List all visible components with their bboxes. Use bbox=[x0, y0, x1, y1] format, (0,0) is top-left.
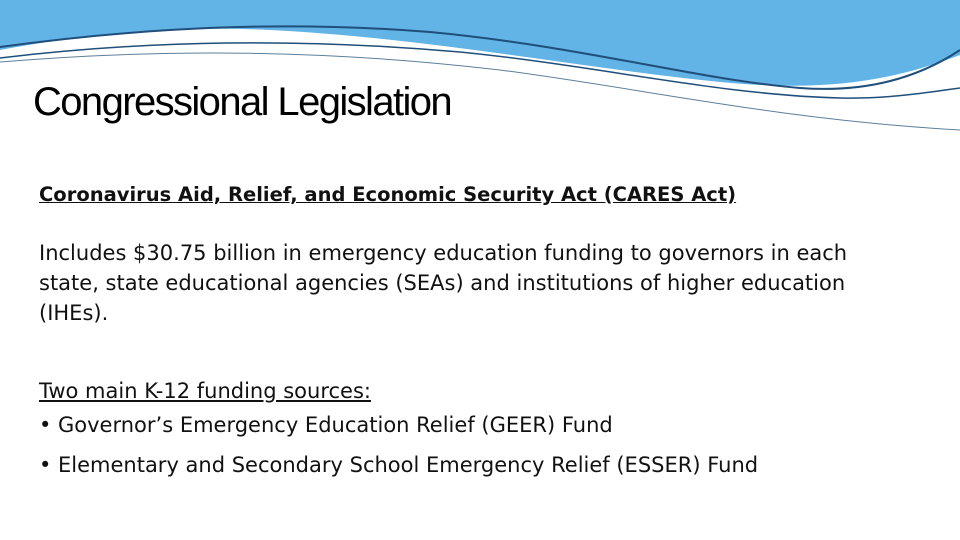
light-blue-wave bbox=[0, 0, 960, 86]
funding-sources-list bbox=[39, 410, 919, 480]
list-item bbox=[39, 410, 919, 440]
bullet-icon: • bbox=[39, 453, 52, 477]
slide-title: Congressional Legislation bbox=[33, 80, 452, 124]
act-heading: Coronavirus Aid, Relief, and Economic Security Act (CARES Act) bbox=[39, 183, 737, 206]
funding-sources-heading: Two main K-12 funding sources: bbox=[39, 379, 371, 403]
bullet-icon: • bbox=[39, 413, 52, 437]
list-item bbox=[39, 450, 919, 480]
list-item-text: Elementary and Secondary School Emergency Relief (ESSER) Fund bbox=[58, 453, 759, 477]
funding-description: Includes $30.75 billion in emergency education funding to governors in each state, state educational agencies (SEAs) and institutions of higher education (IHEs). bbox=[39, 241, 848, 325]
slide-body bbox=[39, 180, 919, 490]
list-item-text: Governor’s Emergency Education Relief (GEER) Fund bbox=[58, 413, 613, 437]
